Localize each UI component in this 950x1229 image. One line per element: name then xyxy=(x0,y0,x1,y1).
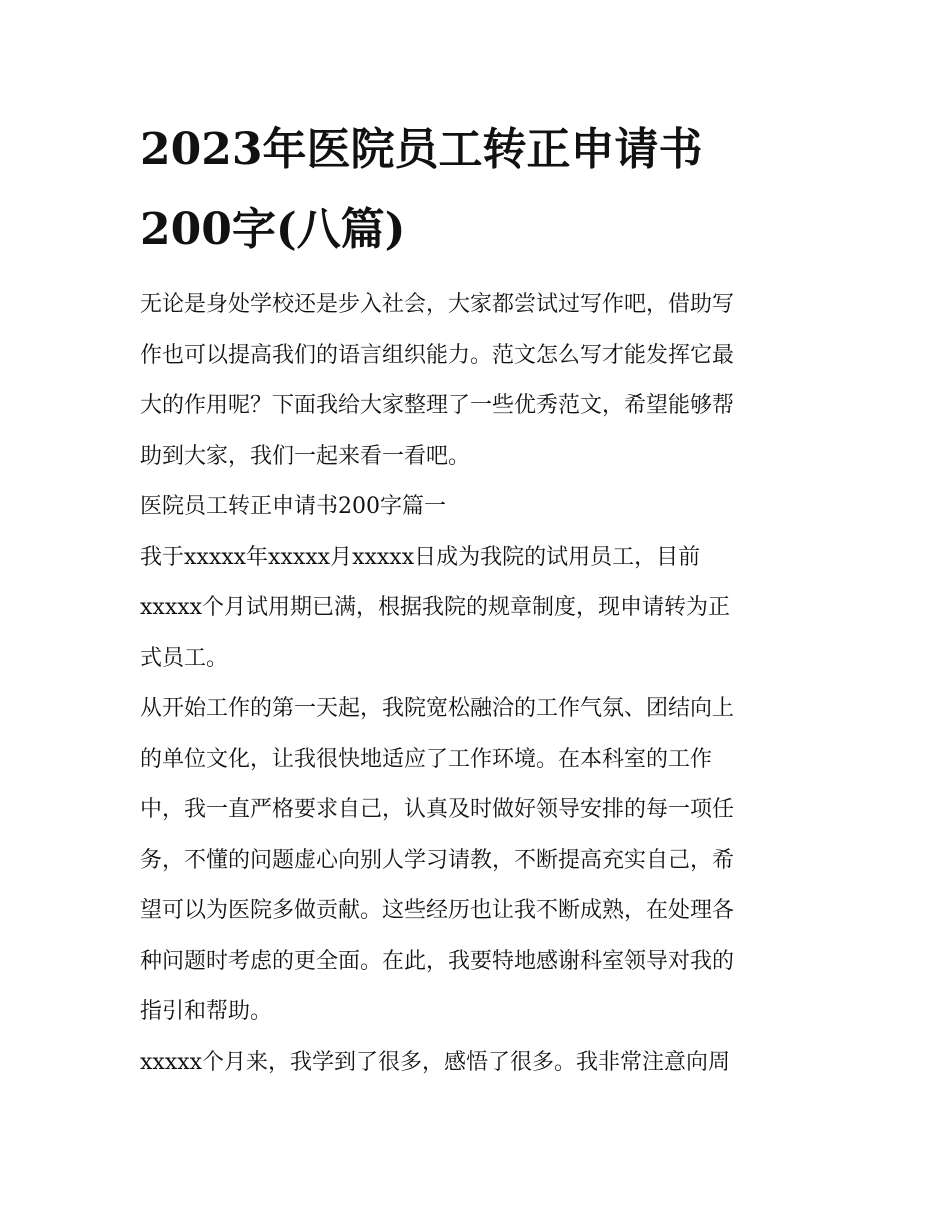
text-line: 作也可以提高我们的语言组织能力。范文怎么写才能发挥它最 xyxy=(140,342,735,368)
text-line: 指引和帮助。 xyxy=(140,999,273,1024)
text-line: 的单位文化，让我很快地适应了工作环境。在本科室的工作 xyxy=(140,746,713,772)
text-line: 无论是身处学校还是步入社会，大家都尝试过写作吧，借助写 xyxy=(140,292,735,317)
text-line: 望可以为医院多做贡献。这些经历也让我不断成熟，在处理各 xyxy=(140,898,735,923)
text-line: xxxxx个月来，我学到了很多，感悟了很多。我非常注意向周 xyxy=(140,1049,731,1075)
title-line: 200字(八篇) xyxy=(140,204,406,255)
body-paragraph xyxy=(140,1038,820,1089)
text-line: 种问题时考虑的更全面。在此，我要特地感谢科室领导对我的 xyxy=(140,948,735,974)
text-line: 式员工。 xyxy=(140,645,229,671)
body-paragraph xyxy=(140,533,820,685)
section-heading xyxy=(140,482,820,533)
intro-paragraph xyxy=(140,280,820,482)
body-paragraph xyxy=(140,684,820,1038)
document-title xyxy=(140,110,820,270)
text-line: 从开始工作的第一天起，我院宽松融洽的工作气氛、团结向上 xyxy=(140,696,735,721)
text-line: 助到大家，我们一起来看一看吧。 xyxy=(140,443,471,469)
text-line: 务，不懂的问题虚心向别人学习请教，不断提高充实自己，希 xyxy=(140,847,735,873)
text-line: 中，我一直严格要求自己，认真及时做好领导安排的每一项任 xyxy=(140,797,735,822)
document-body xyxy=(140,110,820,1088)
text-line: 我于xxxxx年xxxxx月xxxxx日成为我院的试用员工，目前 xyxy=(140,544,701,570)
text-line: 医院员工转正申请书200字篇一 xyxy=(140,494,446,519)
text-line: 大的作用呢？下面我给大家整理了一些优秀范文，希望能够帮 xyxy=(140,393,735,418)
text-line: xxxxx个月试用期已满，根据我院的规章制度，现申请转为正 xyxy=(140,595,731,620)
title-line: 2023年医院员工转正申请书 xyxy=(140,124,703,175)
document-content xyxy=(140,280,820,1088)
